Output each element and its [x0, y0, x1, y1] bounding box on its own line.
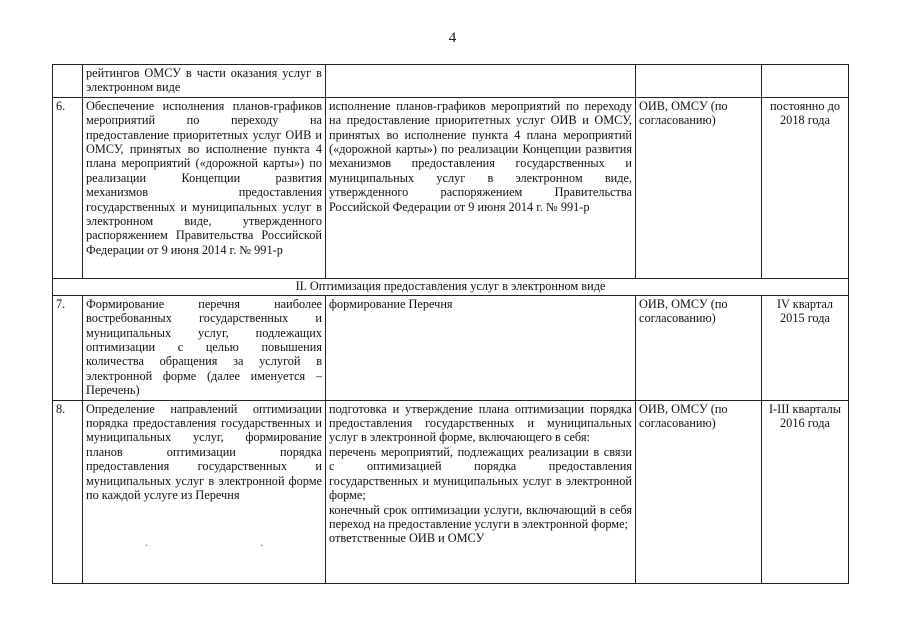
deadline-cell: постоянно до 2018 года [762, 97, 849, 278]
responsible-cell: ОИВ, ОМСУ (по согласованию) [636, 295, 762, 400]
result-paragraph: перечень мероприятий, подлежащих реализации в связи с оптимизацией порядка предоставления государственных и муниципальных услуг в электронной форме; [329, 444, 632, 503]
table-row-6 [53, 97, 849, 278]
action-plan-table [52, 64, 849, 584]
result-cell: формирование Перечня [326, 295, 636, 400]
result-cell [326, 400, 636, 583]
row-number [53, 65, 83, 98]
result-paragraph: конечный срок оптимизации услуги, включающий в себя переход на предоставление услуги в электронной форме; [329, 502, 632, 531]
table-row-continuation [53, 65, 849, 98]
row-number: 7. [53, 295, 83, 400]
result-cell [326, 65, 636, 98]
deadline-cell: IV квартал 2015 года [762, 295, 849, 400]
section-header-row [53, 278, 849, 295]
event-cell: Обеспечение исполнения планов-графиков мероприятий по переходу на предоставление приоритетных услуг ОИВ и ОМСУ, принятых во исполнение пункта 4 плана мероприятий («дорожной карты») по реализации Концепции развития механизмов предоставления государственных и муниципальных услуг в электронном виде, утвержденного распоряжением Правительства Российской Федерации от 9 июня 2014 г. № 991-р [83, 97, 326, 278]
row-number: 6. [53, 97, 83, 278]
row-number: 8. [53, 400, 83, 583]
event-cell: Определение направлений оптимизации порядка предоставления государственных и муниципальных услуг, формирование планов оптимизации порядка предоставления государственных и муниципальных услуг в электронной форме по каждой услуге из Перечня [83, 400, 326, 583]
table-row-8 [53, 400, 849, 583]
event-cell: рейтингов ОМСУ в части оказания услуг в электронном виде [83, 65, 326, 98]
result-paragraph: подготовка и утверждение плана оптимизации порядка предоставления государственных и муниципальных услуг в электронной форме, включающего в себя: [329, 401, 632, 445]
table-row-7 [53, 295, 849, 400]
scan-speck: · [145, 541, 149, 552]
section-title: II. Оптимизация предоставления услуг в электронном виде [53, 278, 849, 295]
responsible-cell [636, 65, 762, 98]
page-number: 4 [448, 30, 457, 46]
deadline-cell: I-III кварталы 2016 года [762, 400, 849, 583]
responsible-cell: ОИВ, ОМСУ (по согласованию) [636, 400, 762, 583]
event-cell: Формирование перечня наиболее востребованных государственных и муниципальных услуг, подлежащих оптимизации с целью повышения количества обращения за услугой в электронной форме (далее именуется – Перечень) [83, 295, 326, 400]
responsible-cell: ОИВ, ОМСУ (по согласованию) [636, 97, 762, 278]
result-paragraph: ответственные ОИВ и ОМСУ [329, 531, 485, 546]
result-cell: исполнение планов-графиков мероприятий по переходу на предоставление приоритетных услуг ОИВ и ОМСУ, принятых во исполнение пункта 4 плана мероприятий («дорожной карты») по реализации Концепции развития механизмов предоставления государственных и муниципальных услуг в электронном виде, утвержденного распоряжением Правительства Российской Федерации от 9 июня 2014 г. № 991-р [326, 97, 636, 278]
deadline-cell [762, 65, 849, 98]
scan-speck: · [260, 541, 264, 552]
